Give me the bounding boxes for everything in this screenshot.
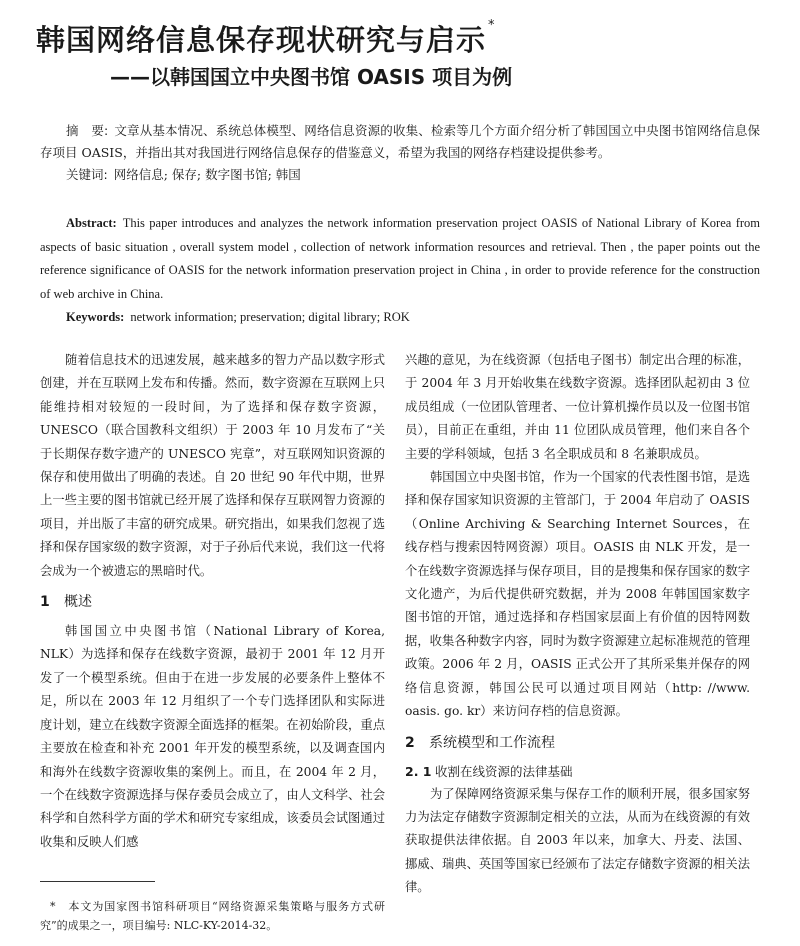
section-1-heading	[40, 590, 385, 614]
keywords-cn-text: 网络信息; 保存; 数字图书馆; 韩国	[113, 167, 301, 182]
chinese-abstract	[40, 120, 760, 186]
section-2-title: 系统模型和工作流程	[429, 734, 555, 751]
keywords-en-label: Keywords:	[66, 310, 125, 324]
footnote	[40, 897, 385, 935]
title-footnote-mark: *	[488, 18, 496, 33]
section-2-number: 2	[405, 734, 415, 751]
chinese-abstract-paragraph	[40, 120, 760, 164]
right-column	[405, 349, 750, 900]
paper-subtitle: ——以韩国国立中央图书馆 OASIS 项目为例	[110, 65, 513, 89]
chinese-keywords	[40, 164, 760, 186]
abstract-en-label: Abstract:	[66, 216, 117, 230]
footnote-paragraph	[40, 897, 385, 935]
section-1-title: 概述	[64, 594, 92, 611]
english-keywords	[40, 306, 760, 330]
paper-title	[36, 18, 496, 59]
continued-paragraph: 兴趣的意见，为在线资源（包括电子图书）制定出合理的标准，于 2004 年 3 月开始收集在线数字资源。选择团队起初由 3 位成员组成（一位团队管理者、一位计算机操作员以及一位图书馆员），目前正在重组，并由 11 位团队成员管理，他们来自各个主要的学科领域，包括 3 名全职成员和 8 名兼职成员。	[405, 353, 750, 461]
section-2-1-heading	[405, 761, 750, 783]
section-2-1-paragraph: 为了保障网络资源采集与保存工作的顺利开展，很多国家努力为法定存储数字资源制定相关的立法，从而为在线资源的有效获取提供法律依据。自 2003 年以来，加拿大、丹麦、法国、挪威、瑞典、英国等国家已经颁布了法定存储数字资源的相关法律。	[405, 786, 750, 895]
footnote-divider	[40, 881, 155, 882]
section-1-number: 1	[40, 594, 50, 611]
english-abstract	[40, 212, 760, 330]
left-column	[40, 349, 385, 854]
english-abstract-paragraph	[40, 212, 760, 306]
section-2-heading	[405, 731, 750, 755]
section-1-paragraph: 韩国国立中央图书馆（National Library of Korea, NLK）为选择和保存在线数字资源，最初于 2001 年 12 月开发了一个模型系统。但由于在进一步发展的必要条件上整体不足，所以在 2003 年 12 月组织了一个专门选择团队和实际进度计划，建立在线数字资源全面选择的框架。在初始阶段，重点主要放在检查和补充 2001 年开发的模型系统，以及调查国内和海外在线数字资源收集的案例上。而且，在 2004 年 2 月，一个在线数字资源选择与保存委员会成立了，由人文科学、社会科学和自然科学方面的学术和研究专家组成，该委员会试图通过收集和反映人们感	[40, 624, 385, 849]
abstract-cn-text: 文章从基本情况、系统总体模型、网络信息资源的收集、检索等几个方面介绍分析了韩国国立中央图书馆网络信息保存项目 OASIS，并指出其对我国进行网络信息保存的借鉴意义，希望为我国的网络存档建设提供参考。	[40, 123, 760, 160]
intro-paragraph: 随着信息技术的迅速发展，越来越多的智力产品以数字形式创建，并在互联网上发布和传播。然而，数字资源在互联网上只能维持相对较短的一段时间，为了选择和保存数字资源，UNESCO（联合国教科文组织）于 2003 年 10 月发布了“关于长期保存数字遗产的 UNESCO 宪章”，对互联网知识资源的保存和使用做出了明确的表述。自 20 世纪 90 年代中期，世界上一些主要的图书馆就已经开展了选择和保存互联网智力资源的项目，并出版了丰富的研究成果。研究指出，如果我们忽视了选择和保存国家级的数字资源，对于子孙后代来说，我们这一代将会成为一个被遗忘的黑暗时代。	[40, 353, 385, 578]
footnote-text: 本文为国家图书馆科研项目“网络资源采集策略与服务方式研究”的成果之一，项目编号: NLC-KY-2014-32。	[40, 900, 385, 932]
oasis-paragraph: 韩国国立中央图书馆，作为一个国家的代表性图书馆，是选择和保存国家知识资源的主管部门，于 2004 年启动了 OASIS（Online Archiving & Searching Internet Sources，在线存档与搜索因特网资源）项目。OASIS 由 NLK 开发，是一个在线数字资源选择与保存项目，目的是搜集和保存国家的数字文化遗产，为后代提供研究数据，并为 2008 年韩国国家数字图书馆的开馆，通过选择和存档国家层面上有价值的因特网数据，收集各种数字内容，同时为数字资源建立起标准规范的管理政策。2006 年 2 月，OASIS 正式公开了其所采集并保存的网络信息资源，韩国公民可以通过项目网站（http: //www. oasis. go. kr）来访问存档的信息资源。	[405, 470, 750, 719]
abstract-en-text: This paper introduces and analyzes the network information preservation project OASIS of National Library of Korea from aspects of basic situation , overall system model , collection of network information resources and retrieval. Then , the paper points out the reference significance of OASIS for the network information preservation project in China , in order to provide reference for the construction of web archive in China.	[40, 216, 760, 301]
footnote-mark: *	[50, 900, 56, 913]
section-2-1-title: 收割在线资源的法律基础	[435, 763, 573, 779]
abstract-cn-label: 摘 要:	[66, 123, 109, 138]
keywords-en-text: network information; preservation; digital library; ROK	[130, 310, 410, 324]
section-2-1-number: 2. 1	[405, 763, 432, 779]
keywords-cn-label: 关键词:	[66, 167, 108, 182]
paper-title-text: 韩国网络信息保存现状研究与启示	[36, 23, 487, 57]
